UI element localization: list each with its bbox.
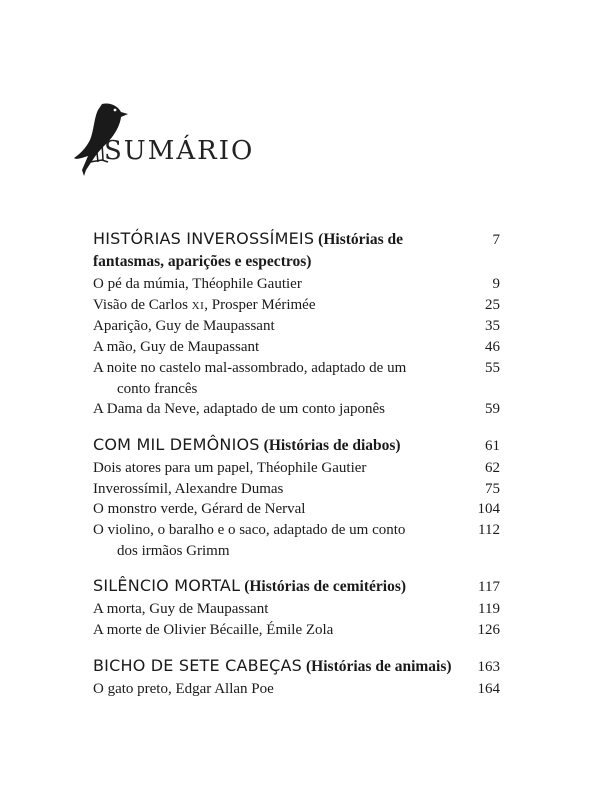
toc-section [93,575,500,640]
section-title: BICHO DE SETE CABEÇAS [93,655,303,675]
entry-title [93,679,453,700]
entry-title-line: A morta, Guy de Maupassant [93,601,269,618]
entry-page-number: 46 [485,339,500,356]
toc-section [93,228,500,420]
entry-page-number: 112 [478,522,500,539]
entry-page-number: 126 [477,622,500,639]
entry-title-line: O pé da múmia, Théophile Gautier [93,276,302,292]
toc-entry[interactable] [93,620,500,641]
entry-title-line: O monstro verde, Gérard de Nerval [93,501,306,518]
toc-entry[interactable] [93,274,500,295]
entry-title-line: Dois atores para um papel, Théophile Gautier [93,459,367,476]
entry-title-line: O gato preto, Edgar Allan Poe [93,680,274,697]
entry-title-part: , Prosper Mérimée [204,296,316,313]
toc-entry[interactable] [93,499,500,520]
entry-title-line: A Dama da Neve, adaptado de um conto japonês [93,401,385,418]
section-heading [93,575,500,598]
entry-page-number: 59 [485,401,500,418]
entry-page-number: 25 [485,296,500,313]
toc-entry[interactable] [93,520,500,561]
entry-page-number: 119 [478,601,500,618]
entry-page-number: 35 [485,318,500,335]
entry-title-line: A morte de Olivier Bécaille, Émile Zola [93,622,334,639]
entry-title-smallcaps: XI [191,299,205,312]
section-page-number: 117 [478,579,500,596]
entry-title [93,316,453,337]
entry-title [93,458,453,479]
section-subtitle: (Histórias de diabos) [263,436,401,454]
toc-entry[interactable] [93,679,500,700]
entry-page-number: 164 [477,680,500,697]
section-heading-text [93,434,468,457]
entry-title [93,620,453,641]
entry-title [93,358,453,399]
section-page-number: 163 [477,658,500,675]
toc-entry[interactable] [93,358,500,399]
entry-title [93,274,453,295]
entry-title [93,479,453,500]
entry-title [93,295,453,317]
entry-title-line: Inverossímil, Alexandre Dumas [93,480,284,497]
entry-title-line: A mão, Guy de Maupassant [93,339,260,356]
section-heading [93,228,500,273]
section-title: COM MIL DEMÔNIOS [93,434,260,454]
section-heading-text [93,228,468,273]
entry-page-number: 104 [477,501,500,518]
toc-entry[interactable] [93,599,500,620]
section-page-number: 7 [492,232,500,248]
section-subtitle: (Histórias de animais) [306,657,452,675]
toc-section [93,655,500,700]
toc-entry[interactable] [93,399,500,420]
section-subtitle: (Histórias de cemitérios) [244,578,407,596]
entry-page-number: 9 [492,276,500,292]
entry-title-line: Aparição, Guy de Maupassant [93,318,275,335]
section-page-number: 61 [485,437,500,454]
section-subtitle: (Histórias de fantasmas, aparições e espectros) [93,231,403,270]
toc-section [93,434,500,562]
table-of-contents [93,228,500,714]
entry-title-line: A noite no castelo mal-assombrado, adaptado de um [93,359,407,376]
toc-entry[interactable] [93,479,500,500]
section-heading-text [93,575,468,598]
section-heading [93,655,500,678]
toc-entry[interactable] [93,458,500,479]
section-title: HISTÓRIAS INVEROSSÍMEIS [93,229,315,248]
entry-title [93,499,453,520]
entry-title-continuation: conto francês [117,380,198,397]
entry-title [93,399,453,420]
section-title: SILÊNCIO MORTAL [93,576,241,596]
entry-title-line: O violino, o baralho e o saco, adaptado de um conto [93,522,406,539]
section-heading [93,434,500,457]
toc-entry[interactable] [93,295,500,317]
toc-entry[interactable] [93,337,500,358]
entry-title-continuation: dos irmãos Grimm [117,542,230,559]
section-heading-text [93,655,468,678]
entry-page-number: 55 [485,359,500,376]
entry-title [93,599,453,620]
entry-page-number: 62 [485,459,500,476]
toc-entry[interactable] [93,316,500,337]
page-title: SUMÁRIO [104,136,255,166]
entry-title [93,520,453,561]
entry-title [93,337,453,358]
entry-title-part: Visão de Carlos [93,296,192,313]
entry-page-number: 75 [485,480,500,497]
heading [72,100,254,178]
